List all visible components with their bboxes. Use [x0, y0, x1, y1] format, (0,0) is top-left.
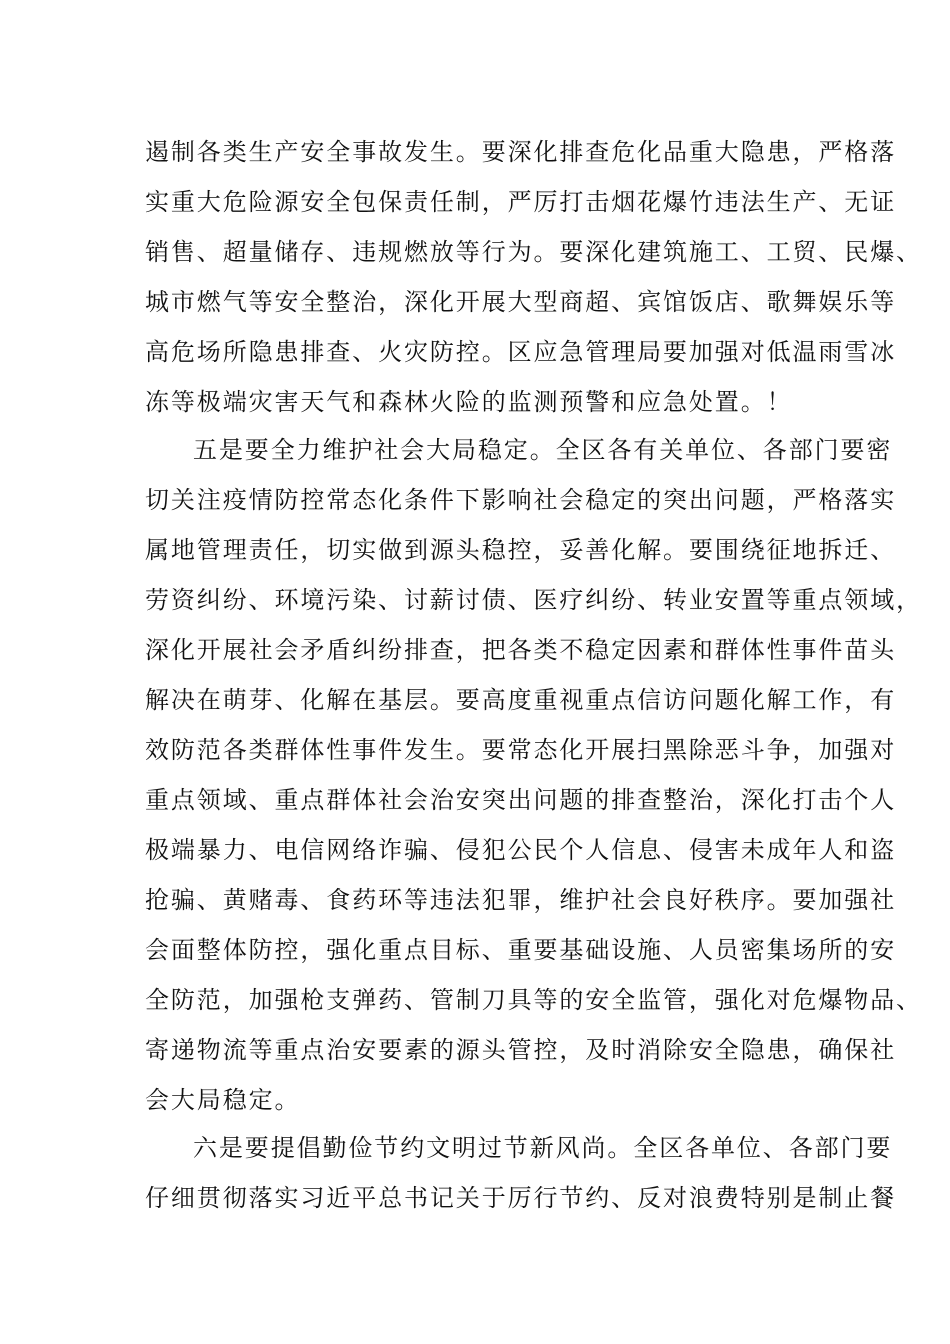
- text-line: 遏制各类生产安全事故发生。要深化排查危化品重大隐患，严格落: [145, 138, 897, 166]
- text-line: 高危场所隐患排查、火灾防控。区应急管理局要加强对低温雨雪冰: [145, 338, 897, 366]
- text-line: 仔细贯彻落实习近平总书记关于厉行节约、反对浪费特别是制止餐: [145, 1184, 897, 1212]
- text-line: 极端暴力、电信网络诈骗、侵犯公民个人信息、侵害未成年人和盗: [145, 836, 897, 864]
- text-line: 销售、超量储存、违规燃放等行为。要深化建筑施工、工贸、民爆、: [145, 238, 922, 266]
- text-line: 城市燃气等安全整治，深化开展大型商超、宾馆饭店、歌舞娱乐等: [145, 288, 897, 316]
- text-line: 切关注疫情防控常态化条件下影响社会稳定的突出问题，严格落实: [145, 486, 897, 514]
- text-line: 实重大危险源安全包保责任制，严厉打击烟花爆竹违法生产、无证: [145, 188, 897, 216]
- paragraph-start-line: 五是要全力维护社会大局稳定。全区各有关单位、各部门要密: [193, 436, 893, 464]
- text-line: 属地管理责任，切实做到源头稳控，妥善化解。要围绕征地拆迁、: [145, 536, 897, 564]
- text-line: 寄递物流等重点治安要素的源头管控，及时消除安全隐患，确保社: [145, 1036, 897, 1064]
- text-line: 劳资纠纷、环境污染、讨薪讨债、医疗纠纷、转业安置等重点领域，: [145, 586, 922, 614]
- text-line: 解决在萌芽、化解在基层。要高度重视重点信访问题化解工作，有: [145, 686, 897, 714]
- text-line: 全防范，加强枪支弹药、管制刀具等的安全监管，强化对危爆物品、: [145, 986, 922, 1014]
- text-line: 会大局稳定。: [145, 1086, 301, 1114]
- text-line: 效防范各类群体性事件发生。要常态化开展扫黑除恶斗争，加强对: [145, 736, 897, 764]
- text-line: 重点领域、重点群体社会治安突出问题的排查整治，深化打击个人: [145, 786, 897, 814]
- text-line: 抢骗、黄赌毒、食药环等违法犯罪，维护社会良好秩序。要加强社: [145, 886, 897, 914]
- text-line: 深化开展社会矛盾纠纷排查，把各类不稳定因素和群体性事件苗头: [145, 636, 897, 664]
- paragraph-start-line: 六是要提倡勤俭节约文明过节新风尚。全区各单位、各部门要: [193, 1134, 893, 1162]
- text-line: 会面整体防控，强化重点目标、重要基础设施、人员密集场所的安: [145, 936, 897, 964]
- text-line: 冻等极端灾害天气和森林火险的监测预警和应急处置。！: [145, 388, 793, 416]
